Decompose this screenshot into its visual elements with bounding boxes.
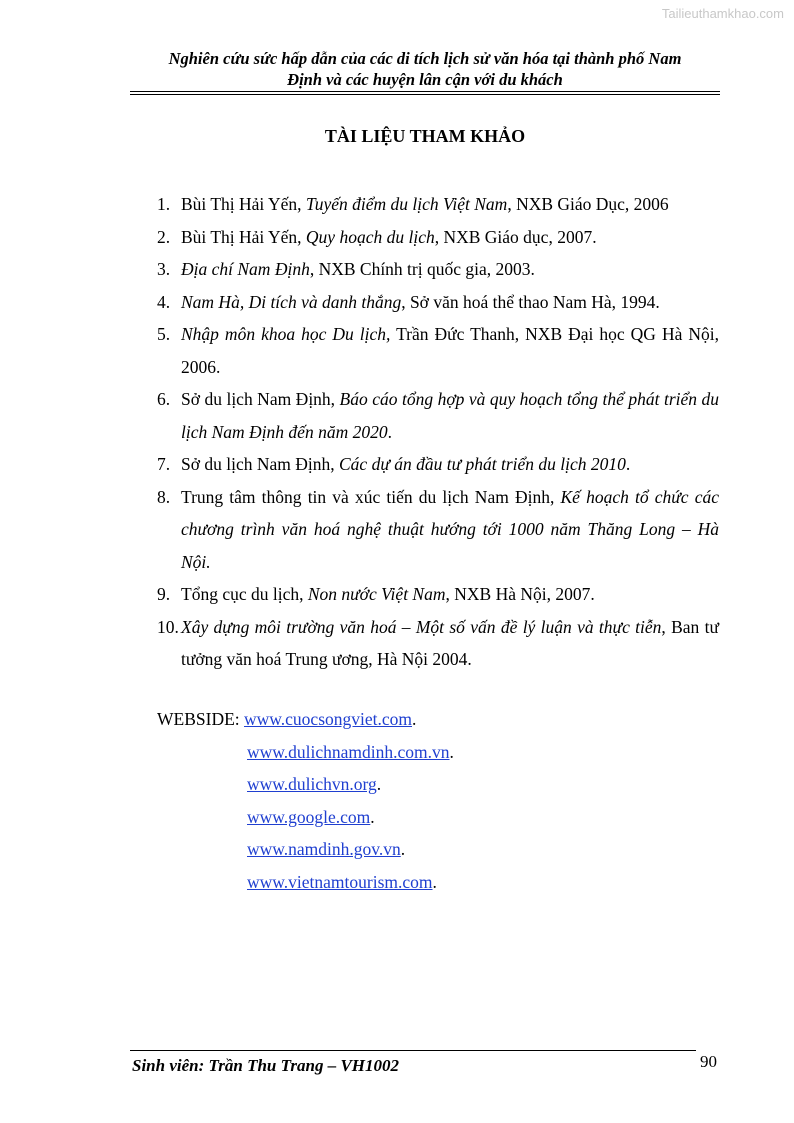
website-link[interactable]: www.cuocsongviet.com xyxy=(244,709,413,729)
header-divider xyxy=(130,91,720,92)
reference-title: Nhập môn khoa học Du lịch, xyxy=(181,324,391,344)
website-list: WEBSIDE: www.cuocsongviet.com. www.dulichnamdinh.com.vn. www.dulichvn.org. www.google.com. www.namdinh.gov.vn. www.vietnamtourism.com. xyxy=(157,709,454,892)
reference-title: Địa chí Nam Định xyxy=(181,259,310,279)
reference-number: 5. xyxy=(157,324,171,344)
reference-number: 6. xyxy=(157,389,171,409)
reference-item: 3. Địa chí Nam Định, NXB Chính trị quốc gia, 2003. xyxy=(157,253,719,286)
website-link[interactable]: www.google.com xyxy=(247,806,371,827)
reference-title: Quy hoạch du lịch xyxy=(305,226,435,247)
reference-item: 10. Xây dựng môi trường văn hoá – Một số vấn đề lý luận và thực tiễn, Ban tư tưởng văn hoá Trung ương, Hà Nội 2004. xyxy=(157,611,719,676)
reference-number: 2. xyxy=(157,226,171,247)
watermark-text: Tailieuthamkhao.com xyxy=(661,6,784,21)
website-link[interactable]: www.dulichnamdinh.com.vn xyxy=(247,741,450,762)
reference-item: 4. Nam Hà, Di tích và danh thắng, Sở văn hoá thể thao Nam Hà, 1994. xyxy=(157,286,719,319)
page-number: 90 xyxy=(700,1052,717,1071)
reference-number: 8. xyxy=(157,486,171,507)
website-link[interactable]: www.namdinh.gov.vn xyxy=(247,839,401,859)
reference-item: 2. Bùi Thị Hải Yến, Quy hoạch du lịch, NXB Giáo dục, 2007. xyxy=(157,221,719,254)
website-link[interactable]: www.vietnamtourism.com xyxy=(247,871,433,892)
reference-title: Tuyến điểm du lịch Việt Nam xyxy=(305,194,508,214)
reference-item: 8. Trung tâm thông tin và xúc tiến du lịch Nam Định, Kế hoạch tổ chức các chương trình văn hoá nghệ thuật hướng tới 1000 năm Thăng Long – Hà Nội. xyxy=(157,481,719,579)
header-line-2: Định và các huyện lân cận với du khách xyxy=(287,70,563,89)
reference-number: 9. xyxy=(157,584,171,604)
reference-number: 7. xyxy=(157,454,171,474)
reference-list xyxy=(157,188,719,676)
header-divider-double xyxy=(130,94,720,95)
reference-title: Non nước Việt Nam xyxy=(307,584,446,604)
reference-title: Nam Hà, Di tích và danh thắng xyxy=(181,291,402,312)
reference-title: Xây dựng môi trường văn hoá – Một số vấn đề lý luận và thực tiễn xyxy=(181,616,662,637)
reference-item: 6. Sở du lịch Nam Định, Báo cáo tổng hợp và quy hoạch tổng thể phát triển du lịch Nam Định đến năm 2020. xyxy=(157,383,719,448)
reference-item: 7. Sở du lịch Nam Định, Các dự án đầu tư phát triển du lịch 2010. xyxy=(157,448,719,481)
reference-item: 1. Bùi Thị Hải Yến, Tuyến điểm du lịch Việt Nam, NXB Giáo Dục, 2006 xyxy=(157,188,719,221)
footer-student: Sinh viên: Trần Thu Trang – VH1002 xyxy=(132,1056,400,1075)
page-title: TÀI LIỆU THAM KHẢO xyxy=(324,126,526,146)
reference-number: 3. xyxy=(157,259,171,279)
website-label: WEBSIDE: xyxy=(157,709,245,729)
reference-number: 4. xyxy=(157,291,171,312)
reference-number: 1. xyxy=(157,194,171,214)
running-header xyxy=(130,48,720,90)
header-line-1: Nghiên cứu sức hấp dẫn của các di tích lịch sử văn hóa tại thành phố Nam xyxy=(168,49,682,68)
reference-title: Kế hoạch tổ chức các chương trình văn hoá nghệ thuật hướng tới 1000 năm Thăng Long – Hà Nội. xyxy=(181,486,719,572)
reference-number: 10. xyxy=(157,616,179,637)
reference-item: 9. Tổng cục du lịch, Non nước Việt Nam, NXB Hà Nội, 2007. xyxy=(157,578,719,611)
reference-item: 5. Nhập môn khoa học Du lịch, Trần Đức Thanh, NXB Đại học QG Hà Nội, 2006. xyxy=(157,318,719,383)
footer-divider xyxy=(130,1050,696,1051)
reference-title: Báo cáo tổng hợp và quy hoạch tổng thể phát triển du lịch Nam Định đến năm 2020 xyxy=(181,389,719,442)
reference-title: Các dự án đầu tư phát triển du lịch 2010 xyxy=(339,454,626,474)
website-link[interactable]: www.dulichvn.org xyxy=(247,774,377,794)
